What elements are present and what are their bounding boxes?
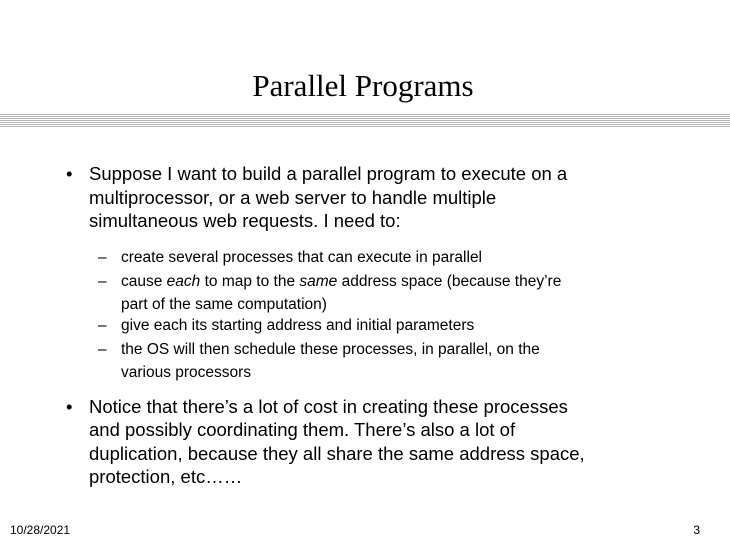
sub-item-emphasis: each — [166, 273, 201, 290]
sub-item-segment: cause — [121, 273, 167, 290]
slide-title: Parallel Programs — [252, 68, 474, 103]
sub-item-line: part of the same computation) — [121, 295, 327, 313]
dash-icon: – — [98, 273, 107, 290]
sub-item-text — [121, 246, 681, 271]
sub-item-segment: address space (because they’re — [337, 273, 562, 290]
sub-item-text — [121, 338, 681, 382]
sub-item-3 — [0, 314, 681, 339]
bullet-icon: • — [66, 163, 73, 184]
slide-content — [0, 162, 730, 489]
sub-item-line: various processors — [121, 363, 252, 381]
sub-item-emphasis: same — [299, 273, 338, 290]
bullet-text: Suppose I want to build a parallel program to execute on a multiprocessor, or a web server to handle multiple simultaneous web requests. I need to: — [89, 163, 568, 231]
dash-icon: – — [98, 316, 107, 334]
sub-item-line: the OS will then schedule these processes, in parallel, on the — [121, 341, 540, 358]
sub-item-text — [121, 270, 681, 314]
sub-list — [0, 246, 730, 382]
title-divider — [0, 114, 730, 128]
sub-item-text — [121, 314, 681, 339]
dash-icon: – — [98, 248, 107, 266]
sub-item-line: create several processes that can execute in parallel — [121, 248, 483, 266]
dash-icon: – — [98, 341, 107, 358]
bullet-icon: • — [66, 395, 73, 417]
bullet-item-2 — [0, 395, 679, 489]
sub-item-segment: to map to the — [200, 273, 300, 290]
page-number: 3 — [693, 523, 700, 537]
bullet-text: Notice that there’s a lot of cost in creating these processes and possibly coordinating them. There’s also a lot of duplication, because they all share the same address space, protection, etc…… — [89, 395, 585, 487]
sub-item-2 — [0, 270, 681, 314]
sub-item-line: give each its starting address and initial parameters — [121, 316, 475, 334]
sub-item-4 — [0, 338, 681, 382]
bullet-item-1 — [0, 162, 679, 233]
footer-date: 10/28/2021 — [10, 523, 71, 537]
sub-item-line — [121, 270, 681, 295]
sub-item-1 — [0, 246, 681, 271]
